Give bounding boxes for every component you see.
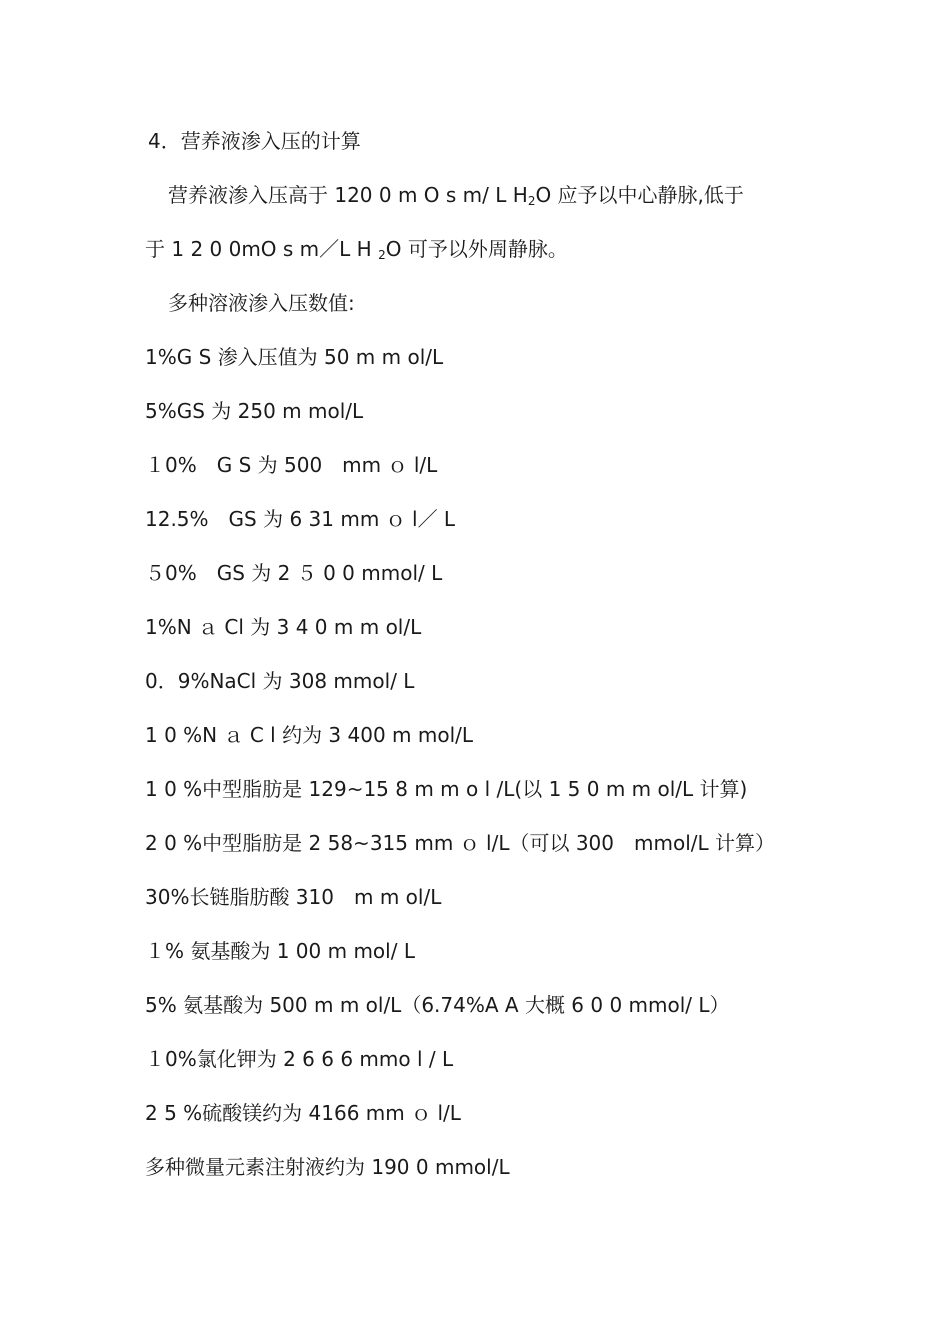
intro-text: 于 1 2 0 0mO s m／L H <box>145 237 379 261</box>
intro-text: O 应予以中心静脉,低于 <box>535 183 744 207</box>
value-line: 2 0 %中型脂肪是 2 58~315 mm ｏ l/L（可以 300 mmol/L 计算） <box>145 831 775 855</box>
value-line: 1 0 %N ａ C l 约为 3 400 m mol/L <box>145 723 474 747</box>
section-heading: 4．营养液渗入压的计算 <box>148 129 361 153</box>
value-line: 30%长链脂肪酸 310 m m ol/L <box>145 885 442 909</box>
value-line: ５0% GS 为 2 ５ 0 0 mmol/ L <box>145 561 443 585</box>
list-title: 多种溶液渗入压数值: <box>168 291 355 315</box>
value-line: 多种微量元素注射液约为 190 0 mmol/L <box>145 1155 510 1179</box>
intro-text: 营养液渗入压高于 120 0 m O s m/ L H <box>168 183 528 207</box>
value-line: 5% 氨基酸为 500 m m ol/L（6.74%A A 大概 6 0 0 mmol/ L） <box>145 993 730 1017</box>
intro-paragraph-line-1 <box>168 182 744 208</box>
intro-text: O 可予以外周静脉。 <box>385 237 568 261</box>
value-line: 1%N ａ Cl 为 3 4 0 m m ol/L <box>145 615 422 639</box>
value-line: 2 5 %硫酸镁约为 4166 mm ｏ l/L <box>145 1101 461 1125</box>
intro-paragraph-line-2 <box>145 236 568 262</box>
value-line: 1 0 %中型脂肪是 129~15 8 m m o l /L(以 1 5 0 m m ol/L 计算) <box>145 777 748 801</box>
value-line: １% 氨基酸为 1 00 m mol/ L <box>145 939 415 963</box>
value-line: １0%氯化钾为 2 6 6 6 mmo l / L <box>145 1047 454 1071</box>
value-line: １0% G S 为 500 mm ｏ l/L <box>145 453 438 477</box>
value-line: 12.5% GS 为 6 31 mm ｏ l／ L <box>145 507 456 531</box>
subscript: 2 <box>378 248 386 262</box>
value-line: 1%G S 渗入压值为 50 m m ol/L <box>145 345 444 369</box>
value-line: 5%GS 为 250 m mol/L <box>145 399 364 423</box>
subscript: 2 <box>527 194 536 208</box>
value-line: 0．9%NaCl 为 308 mmol/ L <box>145 669 415 693</box>
